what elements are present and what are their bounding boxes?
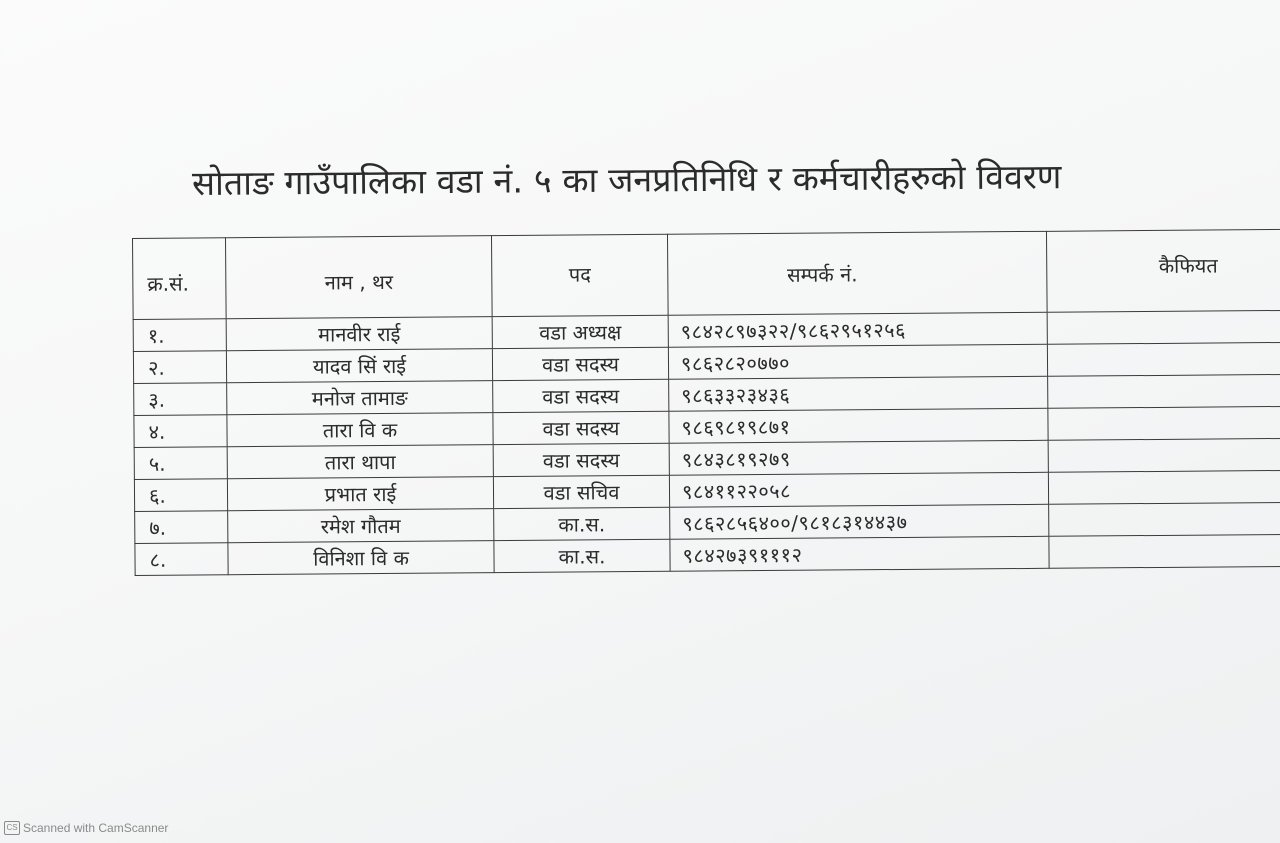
cell-serial: ७. (135, 511, 228, 544)
cell-remarks (1049, 502, 1280, 536)
cell-serial: ८. (135, 543, 228, 576)
officials-table (132, 229, 1280, 576)
cell-contact: ९८४२७३९१११२ (670, 536, 1049, 571)
cell-contact: ९८६९८१९८७१ (669, 408, 1048, 443)
cell-remarks (1049, 534, 1280, 568)
header-post: पद (491, 234, 668, 316)
table-header-row (133, 229, 1280, 319)
cell-name: तारा थापा (227, 445, 493, 479)
cell-contact: ९८४११२२०५८ (669, 472, 1048, 507)
cell-remarks (1048, 374, 1280, 408)
header-name: नाम , थर (226, 236, 493, 319)
cell-name: विनिशा वि क (228, 541, 494, 575)
cell-name: रमेश गौतम (228, 509, 494, 543)
cell-serial: ५. (134, 447, 227, 480)
cell-name: यादव सिं राई (226, 349, 492, 383)
header-remarks: कैफियत (1046, 229, 1280, 312)
cell-remarks (1048, 470, 1280, 504)
cell-name: तारा वि क (227, 413, 493, 447)
watermark-text: Scanned with CamScanner (23, 821, 169, 835)
cell-contact: ९८४२८९७३२२/९८६२९५१२५६ (668, 312, 1047, 347)
cell-serial: २. (133, 351, 226, 384)
cell-contact: ९८६२८५६४००/९८१८३१४४३७ (670, 504, 1049, 539)
header-serial: क्र.सं. (133, 238, 227, 320)
cell-remarks (1047, 310, 1280, 344)
cell-serial: ६. (134, 479, 227, 512)
cell-post: का.स. (494, 539, 670, 572)
scanner-watermark (4, 821, 168, 835)
cell-post: का.स. (494, 507, 670, 540)
cell-remarks (1047, 342, 1280, 376)
cell-serial: ४. (134, 415, 227, 448)
cell-post: वडा सदस्य (492, 347, 668, 380)
cell-remarks (1048, 438, 1280, 472)
camscanner-logo-icon: CS (4, 821, 20, 835)
cell-remarks (1048, 406, 1280, 440)
cell-post: वडा सचिव (493, 475, 669, 508)
officials-table-wrapper (132, 229, 1245, 576)
cell-contact: ९८४३८१९२७९ (669, 440, 1048, 475)
cell-serial: १. (133, 319, 226, 352)
document-title: सोताङ गाउँपालिका वडा नं. ५ का जनप्रतिनिधि र कर्मचारीहरुको विवरण (191, 157, 1062, 204)
cell-name: मानवीर राई (226, 317, 492, 351)
cell-post: वडा सदस्य (493, 411, 669, 444)
cell-name: मनोज तामाङ (227, 381, 493, 415)
cell-contact: ९८६२८२०७७० (668, 344, 1047, 379)
cell-post: वडा सदस्य (493, 379, 669, 412)
cell-post: वडा अध्यक्ष (492, 315, 668, 348)
cell-contact: ९८६३३२३४३६ (669, 376, 1048, 411)
cell-name: प्रभात राई (227, 477, 493, 511)
header-contact: सम्पर्क नं. (667, 231, 1047, 315)
cell-post: वडा सदस्य (493, 443, 669, 476)
cell-serial: ३. (134, 383, 227, 416)
